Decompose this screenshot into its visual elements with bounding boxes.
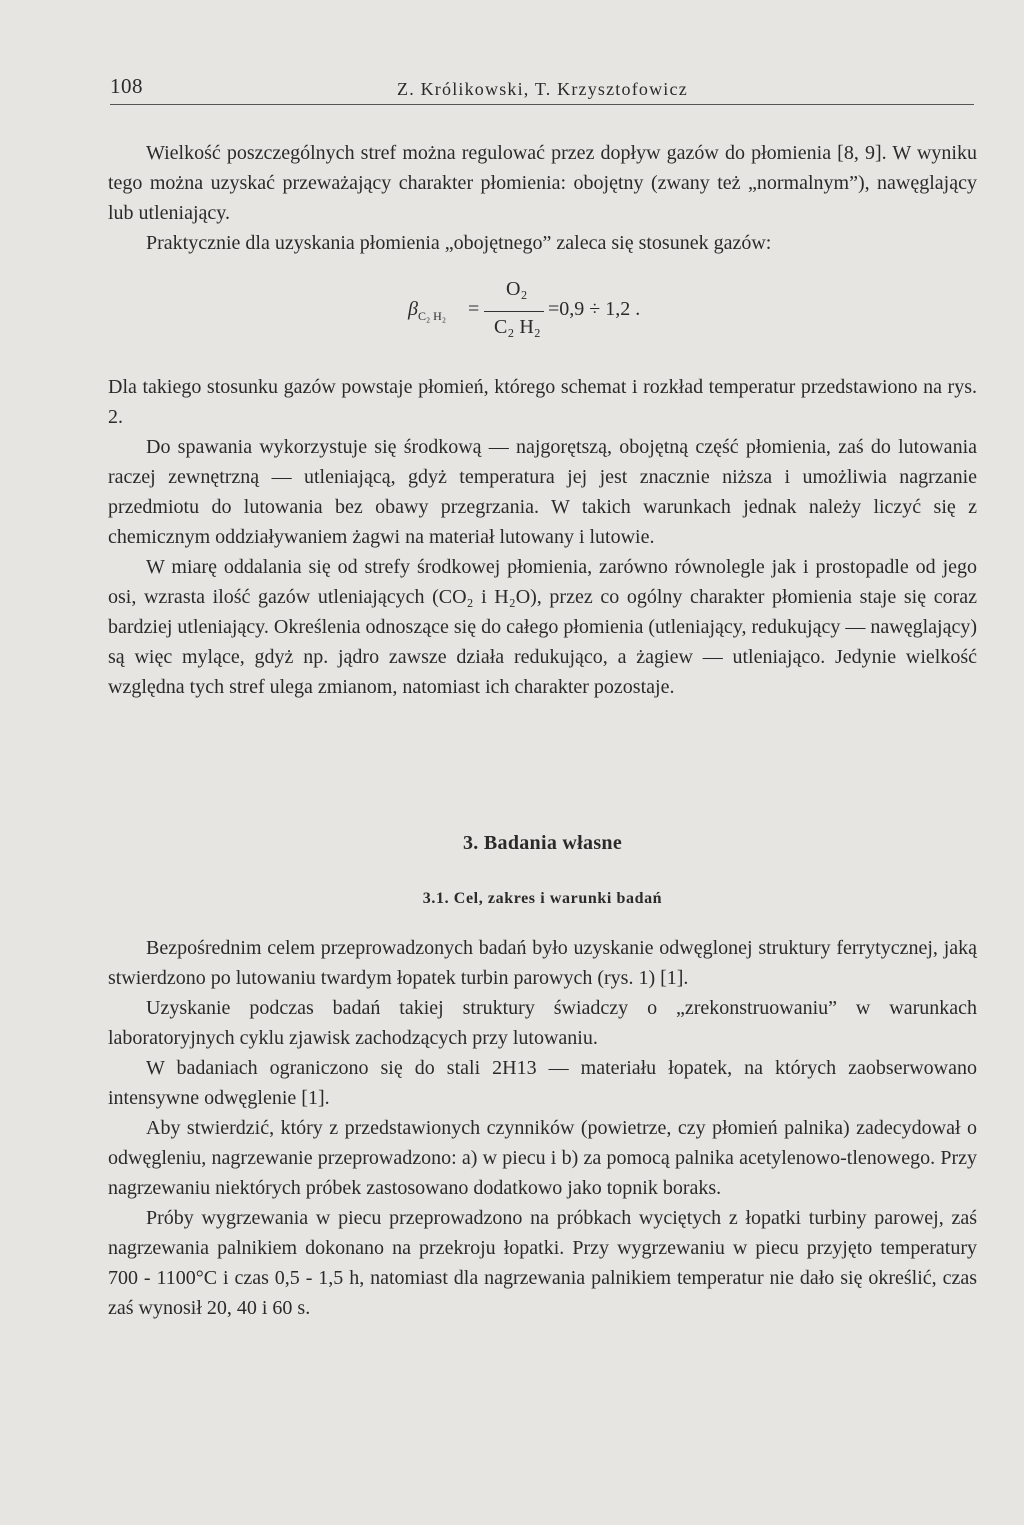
text-block-top (108, 138, 977, 258)
paragraph: W badaniach ograniczono się do stali 2H13 — materiału łopatek, na których zaobserwowano intensywne odwęglenie [1]. (108, 1057, 977, 1109)
paragraph: Bezpośrednim celem przeprowadzonych badań było uzyskanie odwęglonej struktury ferrytycznej, jaką stwierdzono po lutowaniu twardym łopatek turbin parowych (rys. 1) [1]. (108, 937, 977, 989)
text-block-bottom (108, 933, 977, 1323)
formula-numerator: O₂ (506, 278, 528, 300)
running-head-authors: Z. Królikowski, T. Krzysztofowicz (397, 79, 688, 99)
formula-rhs: =0,9 ÷ 1,2 . (548, 298, 641, 320)
paragraph: Praktycznie dla uzyskania płomienia „obojętnego” zaleca się stosunek gazów: (146, 232, 772, 254)
formula-fraction-line (484, 311, 544, 312)
paragraph: Aby stwierdzić, który z przedstawionych czynników (powietrze, czy płomień palnika) zadecydował o odwęgleniu, nagrzewanie przeprowadzono: a) w piecu i b) za pomocą palnika acetylenowo-tlenowego. Przy nagrzewaniu niektórych próbek zastosowano dodatkowo jako topnik boraks. (108, 1117, 977, 1199)
page-number: 108 (110, 74, 143, 98)
paragraph: Dla takiego stosunku gazów powstaje płomień, którego schemat i rozkład temperatur przedstawiono na rys. 2. (108, 376, 977, 428)
formula-lhs (408, 298, 446, 324)
paragraph: Wielkość poszczególnych stref można regulować przez dopływ gazów do płomienia [8, 9]. W wyniku tego można uzyskać przeważający charakter płomienia: obojętny (zwany też „normalnym”), nawęglający lub utleniający. (108, 142, 977, 224)
paragraph: Uzyskanie podczas badań takiej struktury świadczy o „zrekonstruowaniu” w warunkach laboratoryjnych cyklu zjawisk zachodzących przy lutowaniu. (108, 997, 977, 1049)
formula-beta-symbol: β (408, 298, 418, 320)
formula-denominator: C₂ H₂ (494, 316, 541, 338)
subsection-heading: 3.1. Cel, zakres i warunki badań (422, 890, 663, 907)
paragraph: Próby wygrzewania w piecu przeprowadzono na próbkach wyciętych z łopatki turbiny parowej, zaś nagrzewania palnikiem dokonano na przekroju łopatki. Przy wygrzewaniu w piecu przyjęto temperatury 700 - 1100°C i czas 0,5 - 1,5 h, natomiast dla nagrzewania palnikiem temperatur nie dało się określić, czas zaś wynosił 20, 40 i 60 s. (108, 1207, 977, 1319)
text-block-middle (108, 372, 977, 702)
section-heading: 3. Badania własne (462, 832, 623, 854)
formula-lhs-subscript: C₂ H₂ (417, 309, 447, 323)
gas-ratio-formula (408, 278, 708, 348)
page-header (110, 74, 974, 105)
formula-equals: = (468, 298, 480, 320)
paragraph: Do spawania wykorzystuje się środkową — najgorętszą, obojętną część płomienia, zaś do lutowania raczej zewnętrzną — utleniającą, gdyż temperatura jej jest znacznie niższa i umożliwia nagrzanie przedmiotu do lutowania bez obawy przegrzania. W takich warunkach jednak należy liczyć się z chemicznym oddziaływaniem żagwi na materiał lutowany i lutowie. (108, 436, 977, 548)
paragraph: W miarę oddalania się od strefy środkowej płomienia, zarówno równolegle jak i prostopadle od jego osi, wzrasta ilość gazów utleniających (CO₂ i H₂O), przez co ogólny charakter płomienia staje się coraz bardziej utleniający. Określenia odnoszące się do całego płomienia (utleniający, redukujący — nawęglający) są więc mylące, gdyż np. jądro zawsze działa redukująco, a żagiew — utleniająco. Jedynie wielkość względna tych stref ulega zmianom, natomiast ich charakter pozostaje. (108, 556, 977, 698)
